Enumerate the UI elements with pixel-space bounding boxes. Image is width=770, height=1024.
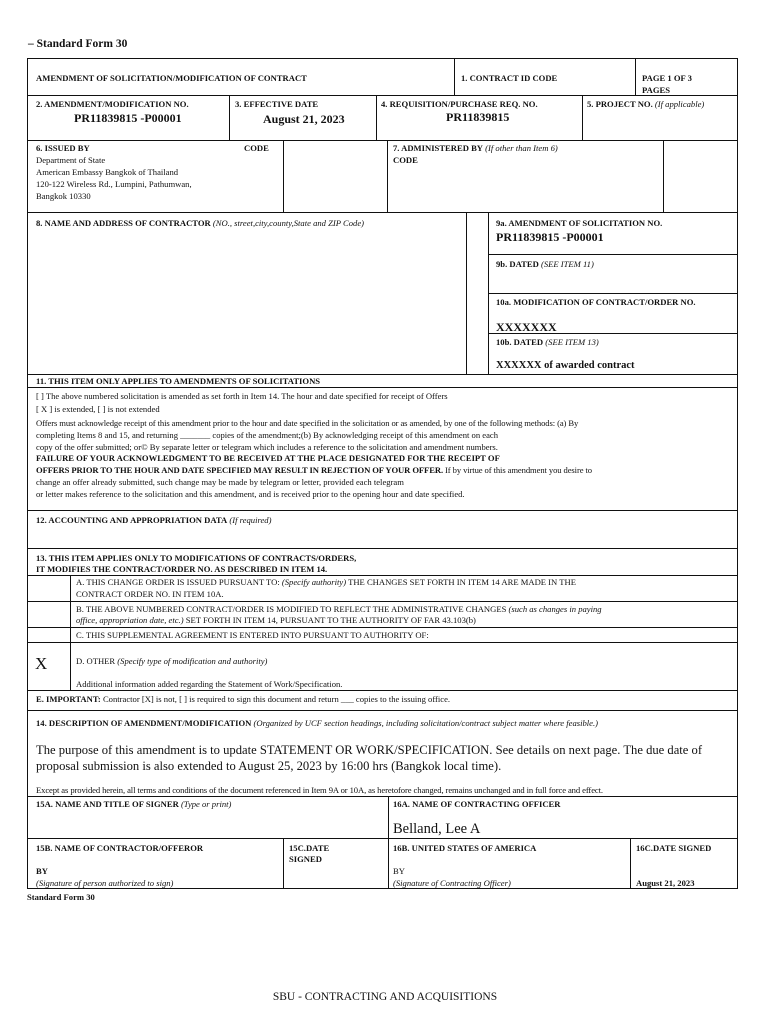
issued-by-address-line-4: Bangkok 10330 (36, 191, 91, 201)
issued-by-address-line-3: 120-122 Wireless Rd., Lumpini, Pathumwan, (36, 179, 192, 189)
item-15b-signature-hint: (Signature of person authorized to sign) (36, 878, 174, 888)
contractor-label-text: 8. NAME AND ADDRESS OF CONTRACTOR (36, 218, 211, 228)
item-11-line-7-rest: If by virtue of this amendment you desire to (443, 465, 592, 475)
item-12-hint: (If required) (229, 515, 272, 525)
item-11-line-9: or letter makes reference to the solicitation and this amendment, and is received prior to the opening hour and date specified. (36, 489, 465, 499)
administered-by-code-label: CODE (393, 155, 418, 165)
contracting-officer-name: Belland, Lee A (393, 821, 481, 837)
item-16b-label: 16B. UNITED STATES OF AMERICA (393, 843, 537, 853)
item-13d-checkmark: X (35, 654, 48, 673)
item-11-line-6: FAILURE OF YOUR ACKNOWLEDGMENT TO BE RECEIVED AT THE PLACE DESIGNATED FOR THE RECEIPT OF (36, 453, 500, 463)
item-13c-text: C. THIS SUPPLEMENTAL AGREEMENT IS ENTERED INTO PURSUANT TO AUTHORITY OF: (76, 630, 429, 640)
administered-by-hint: (If other than Item 6) (485, 143, 558, 153)
page-footer: SBU - CONTRACTING AND ACQUISITIONS (272, 991, 498, 1003)
project-no-label-text: 5. PROJECT NO. (587, 99, 653, 109)
item-16a-label: 16A. NAME OF CONTRACTING OFFICER (393, 799, 561, 809)
project-no-label (587, 99, 704, 109)
item-14-body-line-2: proposal submission is also extended to August 25, 2023 by 16:00 hrs (Bangkok local time). (36, 759, 502, 773)
item-13d-hint: (Specify type of modification and authority) (117, 656, 268, 666)
item-11-line-3: Offers must acknowledge receipt of this amendment prior to the hour and date specified in the solicitation or as amended, by one of the following methods: (a) By (36, 418, 579, 428)
page-count-label: PAGE 1 OF 3 (642, 73, 692, 83)
item-16c-label: 16C.DATE SIGNED (636, 843, 712, 853)
issued-by-label: 6. ISSUED BY (36, 143, 90, 153)
item-11-line-7-bold: OFFERS PRIOR TO THE HOUR AND DATE SPECIFIED MAY RESULT IN REJECTION OF YOUR OFFER. (36, 465, 443, 475)
item-13a-hint: (Specify authority) (281, 577, 347, 587)
item-16c-date-signed: August 21, 2023 (636, 878, 695, 888)
item-13b-hint-2: office, appropriation date, etc.) (76, 615, 184, 625)
requisition-no-value: PR11839815 (446, 110, 510, 124)
item-13d-pre: D. OTHER (76, 656, 118, 666)
item-14-label-text: 14. DESCRIPTION OF AMENDMENT/MODIFICATION (36, 718, 252, 728)
item-10b-hint: (SEE ITEM 13) (545, 337, 599, 347)
item-11-line-5: copy of the offer submitted; or© By separate letter or telegram which includes a reference to the solicitation and amendment numbers. (36, 442, 498, 452)
form-footer: Standard Form 30 (27, 892, 95, 902)
item-10a-label: 10a. MODIFICATION OF CONTRACT/ORDER NO. (496, 297, 696, 307)
item-15b-label: 15B. NAME OF CONTRACTOR/OFFEROR (36, 843, 204, 853)
administered-by-label (393, 143, 558, 153)
item-11-line-2: [ X ] is extended, [ ] is not extended (36, 404, 160, 414)
project-no-hint: (If applicable) (654, 99, 705, 109)
item-13a-post: THE CHANGES SET FORTH IN ITEM 14 ARE MADE IN THE (346, 577, 576, 587)
item-9b-label-text: 9b. DATED (496, 259, 539, 269)
item-13b-pre: B. THE ABOVE NUMBERED CONTRACT/ORDER IS MODIFIED TO REFLECT THE ADMINISTRATIVE CHANGES (76, 604, 509, 614)
item-13b-hint: (such as changes in paying (508, 604, 602, 614)
item-14-hint: (Organized by UCF section headings, including solicitation/contract subject matter where feasible.) (253, 718, 598, 728)
item-13b-text (76, 604, 602, 614)
item-10b-value: XXXXXX of awarded contract (496, 360, 635, 371)
item-15b-by: BY (36, 866, 48, 876)
item-13-title-2: IT MODIFIES THE CONTRACT/ORDER NO. AS DESCRIBED IN ITEM 14. (36, 564, 328, 574)
item-11-line-1: [ ] The above numbered solicitation is amended as set forth in Item 14. The hour and date specified for receipt of Offers (36, 391, 448, 401)
contract-id-label: 1. CONTRACT ID CODE (461, 73, 558, 83)
item-14-label (36, 718, 598, 728)
item-11-line-4: completing Items 8 and 15, and returning _______ copies of the amendment;(b) By acknowledging receipt of this amendment on each (36, 430, 499, 440)
item-13b-post: SET FORTH IN ITEM 14, PURSUANT TO THE AUTHORITY OF FAR 43.103(b) (183, 615, 476, 625)
item-14-except-clause: Except as provided herein, all terms and conditions of the document referenced in Item 9A or 10A, as heretofore changed, remains unchanged and in full force and effect. (36, 785, 603, 795)
item-9b-label (496, 259, 594, 269)
contractor-label (36, 218, 364, 228)
item-e-important (36, 694, 450, 704)
item-9b-hint: (SEE ITEM 11) (540, 259, 594, 269)
administered-by-label-text: 7. ADMINISTERED BY (393, 143, 484, 153)
item-13-title-1: 13. THIS ITEM APPLIES ONLY TO MODIFICATIONS OF CONTRACTS/ORDERS, (36, 553, 357, 563)
item-14-body-line-1: The purpose of this amendment is to update STATEMENT OR WORK/SPECIFICATION. See details on next page. The due date of (36, 743, 703, 757)
item-13a-pre: A. THIS CHANGE ORDER IS ISSUED PURSUANT TO: (76, 577, 282, 587)
item-13d-text (76, 656, 267, 666)
effective-date-value: August 21, 2023 (263, 112, 345, 126)
requisition-no-label: 4. REQUISITION/PURCHASE REQ. NO. (381, 99, 538, 109)
item-13a-text (76, 577, 576, 587)
item-12-label (36, 515, 271, 525)
item-e-label: E. IMPORTANT: (36, 694, 101, 704)
issued-by-code-label: CODE (244, 143, 269, 153)
form-heading: – Standard Form 30 (28, 38, 128, 50)
pages-label: PAGES (642, 85, 671, 95)
item-16b-signature-hint: (Signature of Contracting Officer) (393, 878, 511, 888)
effective-date-label: 3. EFFECTIVE DATE (235, 99, 319, 109)
amendment-no-value: PR11839815 -P00001 (74, 111, 182, 125)
item-10a-value: XXXXXXX (496, 320, 557, 334)
item-11-line-8: change an offer already submitted, such change may be made by telegram or letter, provided each telegram (36, 477, 404, 487)
item-15a-label-text: 15A. NAME AND TITLE OF SIGNER (36, 799, 179, 809)
contractor-hint: (NO., street,city,county,State and ZIP Code) (212, 218, 365, 228)
form-title: AMENDMENT OF SOLICITATION/MODIFICATION OF CONTRACT (36, 73, 307, 83)
item-10b-label (496, 337, 599, 347)
item-16b-by: BY (393, 866, 405, 876)
item-15c-label-2: SIGNED (289, 854, 322, 864)
item-15a-hint: (Type or print) (180, 799, 232, 809)
item-9a-label: 9a. AMENDMENT OF SOLICITATION NO. (496, 218, 663, 228)
item-11-line-7 (36, 465, 592, 475)
item-11-title: 11. THIS ITEM ONLY APPLIES TO AMENDMENTS OF SOLICITATIONS (36, 376, 321, 386)
item-12-label-text: 12. ACCOUNTING AND APPROPRIATION DATA (36, 515, 228, 525)
item-13b-line-2 (76, 615, 476, 625)
issued-by-address-line-1: Department of State (36, 155, 106, 165)
item-15a-label (36, 799, 231, 809)
item-e-text: Contractor [X] is not, [ ] is required to sign this document and return ___ copies to the issuing office. (100, 694, 451, 704)
item-15c-label: 15C.DATE (289, 843, 330, 853)
item-13a-line-2: CONTRACT ORDER NO. IN ITEM 10A. (76, 589, 224, 599)
item-10b-label-text: 10b. DATED (496, 337, 544, 347)
item-9a-value: PR11839815 -P00001 (496, 230, 604, 244)
issued-by-address-line-2: American Embassy Bangkok of Thailand (36, 167, 179, 177)
item-13d-info: Additional information added regarding the Statement of Work/Specification. (76, 679, 343, 689)
amendment-no-label: 2. AMENDMENT/MODIFICATION NO. (36, 99, 189, 109)
